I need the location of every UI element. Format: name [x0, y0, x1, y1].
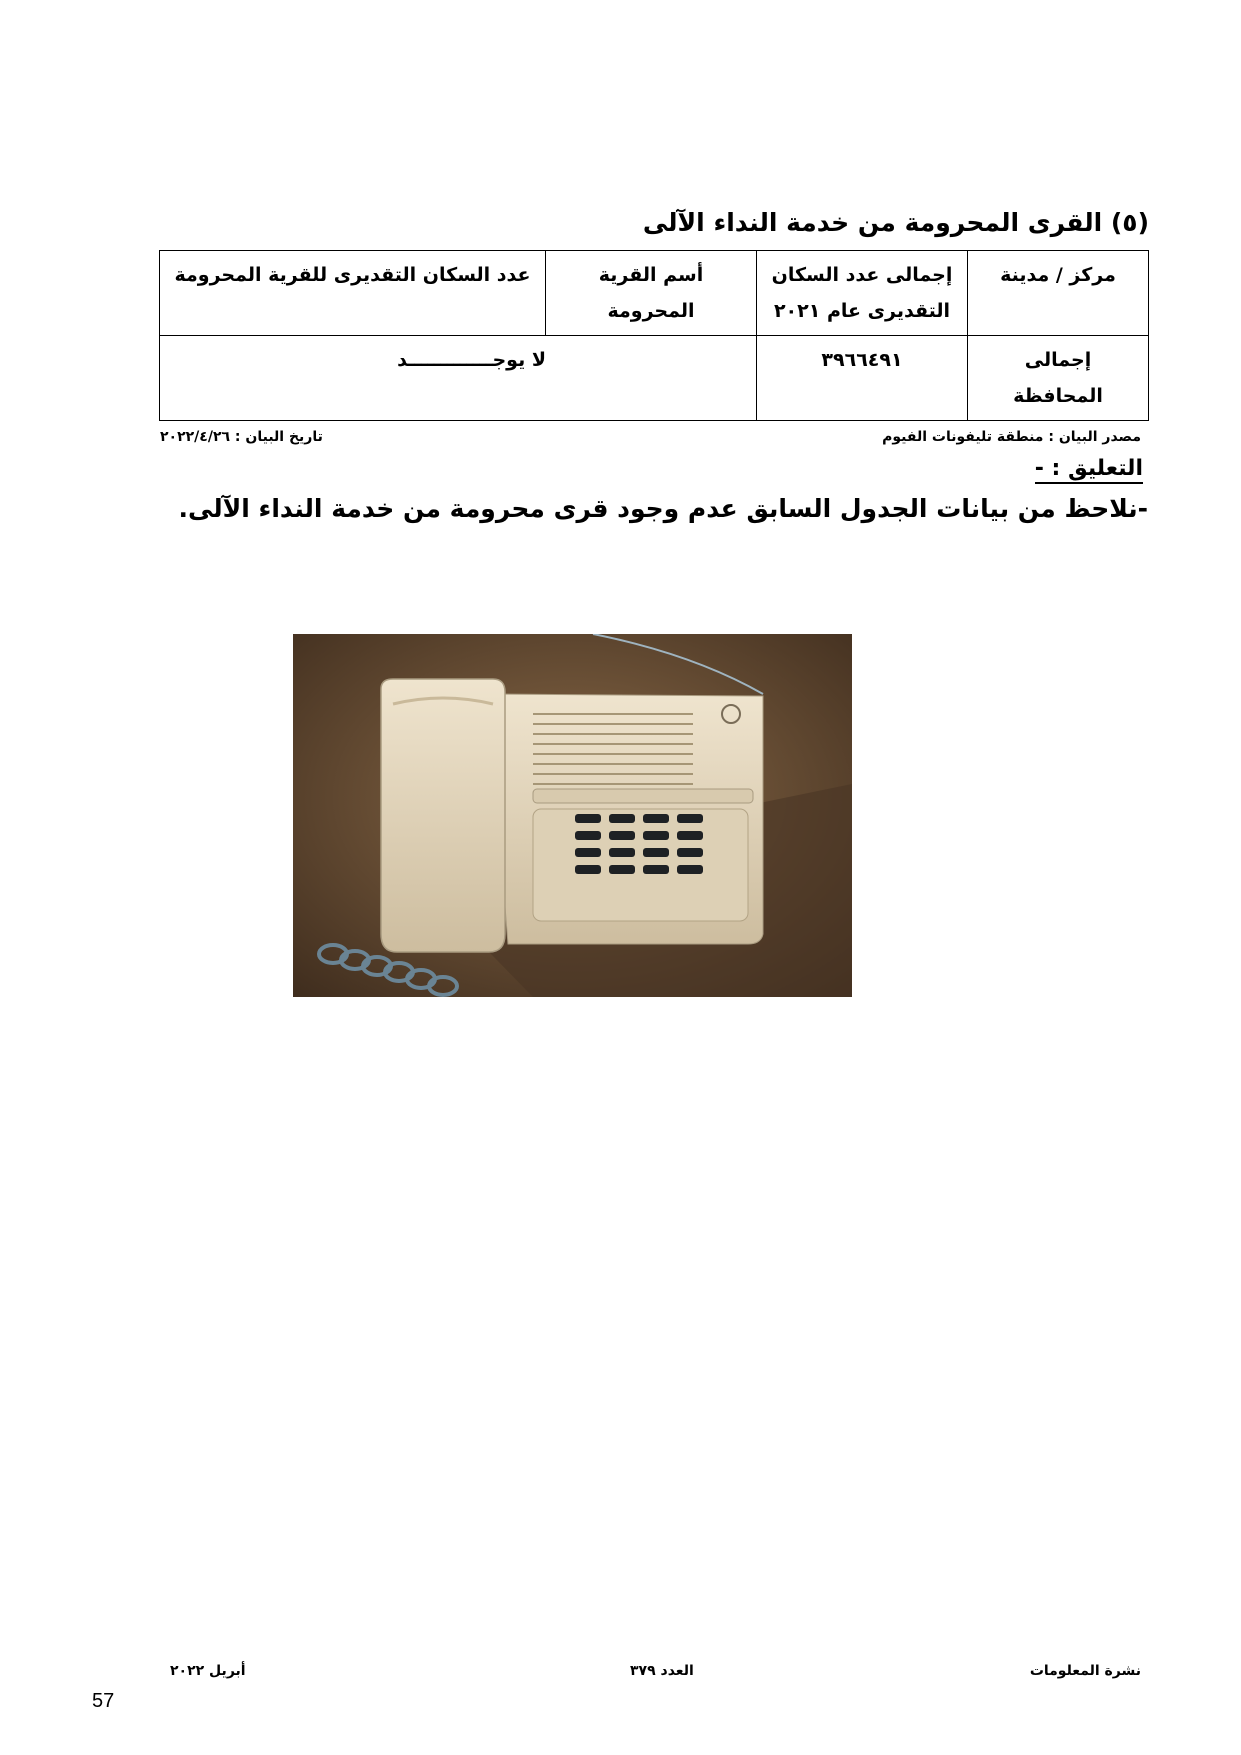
source-note: مصدر البيان : منطقة تليفونات الفيوم	[882, 429, 1141, 445]
section-title: (٥) القرى المحرومة من خدمة النداء الآلى	[642, 208, 1149, 237]
footer-publication: نشرة المعلومات	[1029, 1663, 1141, 1679]
comment-text: -نلاحظ من بيانات الجدول السابق عدم وجود قرى محرومة من خدمة النداء الآلى.	[178, 494, 1148, 523]
header-total-population-line1: إجمالى عدد السكان	[771, 264, 953, 286]
footer-date: أبريل ٢٠٢٢	[170, 1663, 246, 1679]
telephone-photo	[293, 634, 852, 997]
row-label-line2: المحافظة	[1013, 385, 1103, 407]
header-total-population-line2: التقديرى عام ٢٠٢١	[773, 300, 951, 322]
footer-issue: العدد ٣٧٩	[630, 1663, 694, 1679]
row-label	[968, 336, 1149, 421]
row-total-population: ٣٩٦٦٤٩١	[757, 336, 968, 421]
header-total-population	[757, 251, 968, 336]
comment-heading: التعليق : -	[1035, 456, 1143, 484]
table-header-row	[160, 251, 1149, 336]
date-note: تاريخ البيان : ٢٠٢٢/٤/٢٦	[160, 429, 323, 445]
data-table	[159, 250, 1149, 421]
row-none-text: لا يوجـــــــــــــد	[160, 336, 757, 421]
page-number: 57	[92, 1690, 115, 1712]
header-village-population: عدد السكان التقديرى للقرية المحرومة	[160, 251, 546, 336]
header-center-city: مركز / مدينة	[968, 251, 1149, 336]
row-label-line1: إجمالى	[1024, 349, 1092, 371]
table-row	[160, 336, 1149, 421]
header-village-name: أسم القرية المحرومة	[546, 251, 757, 336]
